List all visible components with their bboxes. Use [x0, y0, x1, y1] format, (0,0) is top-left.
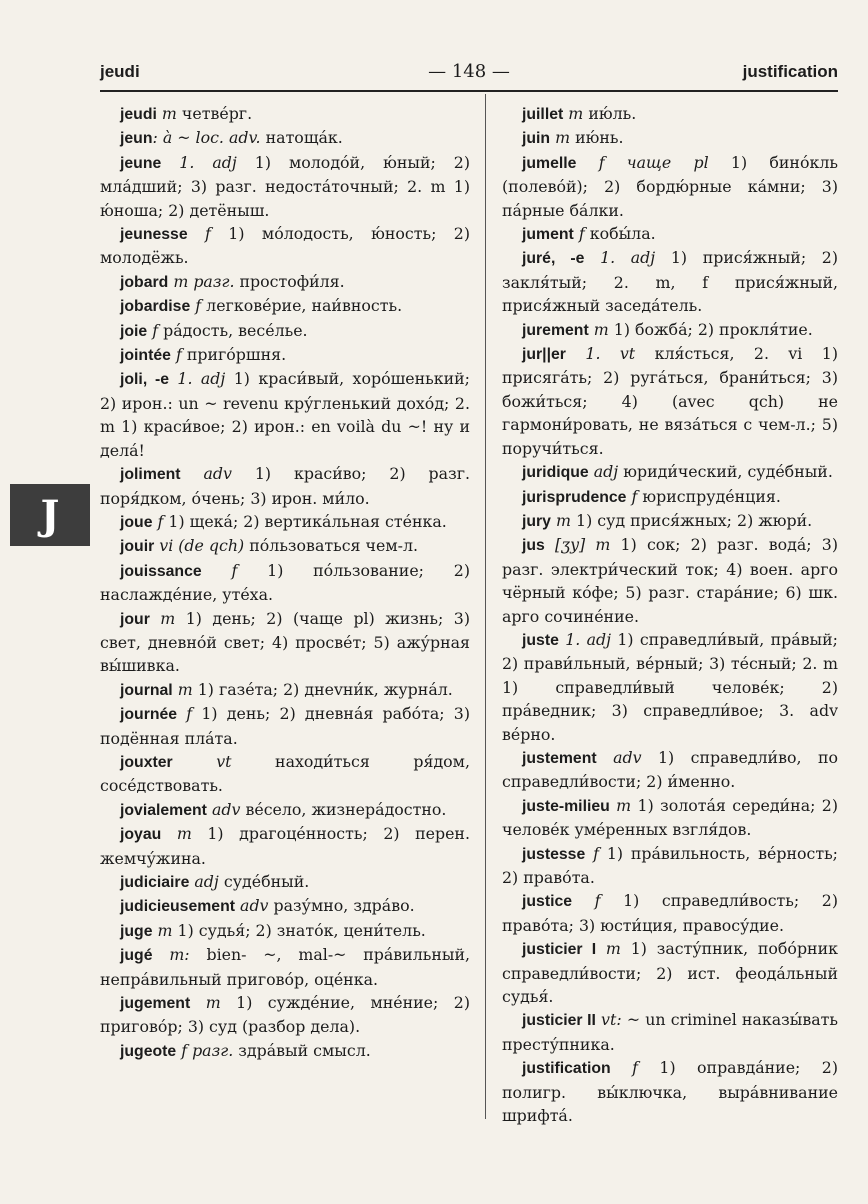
left-guide-word: jeudi [100, 62, 140, 81]
definition: 1) краси́вый, хоро́шенький; 2) ирон.: un ~ revenu кру́гленький дохо́д; 2. m 1) краси́вое; 2) ирон.: en voilà du ~! ну и дела́! [100, 369, 470, 460]
headword: justement [522, 749, 597, 767]
grammar-label: vt [216, 751, 232, 771]
definition: суде́бный. [223, 872, 310, 891]
definition: юриспруде́нция. [642, 486, 781, 506]
dictionary-entry [100, 534, 470, 558]
grammar-label: f [593, 843, 599, 863]
definition: 1) драгоце́нность; 2) перен. жемчу́жина. [100, 824, 470, 868]
headword: jouissance [120, 562, 202, 580]
grammar-label: 1. adj [179, 152, 237, 172]
headword: jurement [522, 321, 589, 339]
definition: ию́нь. [575, 128, 624, 148]
column-divider [485, 94, 486, 1119]
definition: 1) золота́я середи́на; 2) челове́к уме́ренных взгля́дов. [502, 795, 839, 840]
headword: judiciaire [120, 874, 190, 891]
grammar-label: f [152, 320, 159, 340]
dictionary-entry [502, 509, 838, 533]
dictionary-entry [100, 462, 470, 510]
grammar-label: f [632, 1058, 638, 1078]
dictionary-entry [100, 126, 470, 150]
headword: jovialement [120, 801, 207, 819]
dictionary-entry [100, 270, 470, 294]
dictionary-entry [502, 533, 838, 628]
dictionary-entry [100, 367, 470, 462]
definition: здра́вый смысл. [238, 1040, 371, 1060]
definition: 1) справедли́во, по справедли́вости; 2) и́менно. [502, 747, 838, 792]
dictionary-entry [100, 222, 470, 270]
page-number: — 148 — [428, 61, 510, 82]
definition: 1) божба́; 2) прокля́тие. [613, 319, 813, 339]
dictionary-entry [100, 870, 470, 894]
grammar-label: [ʒy] m [555, 535, 611, 555]
dictionary-entry [502, 151, 838, 222]
running-header [100, 60, 838, 92]
grammar-label: 1. adj [177, 369, 226, 389]
grammar-label: f [578, 224, 585, 244]
headword: jument [522, 226, 574, 244]
headword: jur||er [522, 346, 566, 364]
grammar-label: m [176, 824, 192, 844]
headword: jobard [120, 273, 169, 291]
definition: по́льзоваться чем-л. [249, 536, 419, 556]
definition: ве́село, жизнера́достно. [245, 799, 447, 819]
grammar-label: adj [194, 872, 219, 891]
grammar-label: m [568, 104, 584, 123]
headword: joue [120, 513, 153, 531]
grammar-label: adv [211, 799, 241, 819]
dictionary-entry [502, 318, 838, 342]
dictionary-entry [502, 1008, 838, 1056]
headword: jointée [120, 347, 171, 365]
grammar-label: m: [169, 945, 190, 965]
dictionary-entry [100, 102, 470, 126]
dictionary-entry [502, 842, 838, 890]
definition: 1) газе́та; 2) днevни́к, журна́л. [197, 679, 453, 699]
dictionary-entry [100, 919, 470, 943]
grammar-label: vi (de qch) [159, 536, 245, 556]
definition: 1) сок; 2) разг. вода́; 3) разг. электри́ческий ток; 4) воен. арго чёрный ко́фе; 5) разг. стара́ние; 6) шк. арго сочине́ние. [502, 535, 838, 626]
dictionary-entry [502, 1056, 838, 1127]
dictionary-entry [502, 746, 838, 794]
definition: 1) справедли́вость; 2) право́та; 3) юсти́ция, правосу́дие. [502, 891, 838, 935]
headword: jeune [120, 154, 162, 172]
definition: юриди́ческий, суде́бный. [623, 462, 833, 482]
dictionary-entry [100, 750, 470, 798]
grammar-label: 1. adj [565, 629, 611, 649]
definition: 1) бино́кль (полево́й); 2) бордю́рные ка́мни; 3) па́рные ба́лки. [502, 152, 838, 220]
definition: кобы́ла. [589, 224, 656, 244]
headword: juste [522, 631, 559, 649]
dictionary-entry [100, 991, 470, 1039]
dictionary-entry [100, 607, 470, 678]
grammar-label: f [157, 511, 164, 531]
headword: journée [120, 706, 178, 724]
definition: натоща́к. [265, 128, 343, 148]
headword: jouir [120, 538, 155, 556]
headword: jugement [120, 995, 191, 1013]
definition: 1) краси́во; 2) разг. поря́дком, о́чень; 3) ирон. ми́ло. [100, 464, 470, 508]
letter-thumb-index: J [10, 484, 90, 546]
definition: кля́сться, 2. vi 1) присяга́ть; 2) руга́ться, брани́ться; 3) божи́ться; 4) (avec qch) не гармони́ровать, не вяза́ться с чем-л.; 5) поручи́ться. [502, 344, 838, 458]
definition: ~ un criminel наказы́вать престу́пника. [502, 1010, 838, 1054]
dictionary-entry [502, 342, 838, 460]
definition: разу́мно, здра́во. [273, 896, 415, 916]
dictionary-entry [100, 798, 470, 822]
definition: 1) засту́пник, побо́рник справедли́вости; 2) ист. феода́льный судья́. [502, 939, 838, 1007]
headword: justesse [522, 845, 586, 863]
grammar-label: vt: [601, 1010, 622, 1030]
dictionary-entry [100, 294, 470, 318]
definition: 1) день; 2) дневна́я рабо́та; 3) подённая пла́та. [100, 704, 470, 748]
dictionary-entry [502, 460, 838, 484]
headword: jus [522, 537, 545, 555]
headword: jeun [120, 130, 153, 148]
grammar-label: m [555, 128, 571, 148]
headword: joliment [120, 466, 181, 484]
dictionary-entry [100, 151, 470, 222]
dictionary-entry [100, 822, 470, 870]
dictionary-entry [502, 222, 838, 246]
right-column [502, 102, 838, 1127]
definition: 1) суд прися́жных; 2) жюри́. [576, 510, 813, 530]
headword: jour [120, 610, 150, 628]
left-column [100, 102, 470, 1063]
headword: jumelle [522, 154, 577, 172]
right-guide-word: justification [742, 62, 838, 81]
dictionary-entry [100, 510, 470, 534]
grammar-label: adv [203, 464, 232, 484]
dictionary-entry [502, 126, 838, 150]
grammar-label: m разг. [173, 271, 235, 291]
headword: juge [120, 922, 153, 940]
definition: 1) молодо́й, ю́ный; 2) мла́дший; 3) разг. недоста́точный; 2. m 1) ю́ноша; 2) детёныш. [100, 152, 470, 220]
grammar-label: m [177, 679, 193, 699]
dictionary-entry [100, 343, 470, 367]
headword: jurisprudence [522, 488, 627, 506]
headword: jobardise [120, 298, 191, 316]
grammar-label: m [605, 939, 621, 959]
headword: judicieusement [120, 898, 235, 916]
definition: 1) справедли́вый, пра́вый; 2) прави́льный, ве́рный; 3) те́сный; 2. m 1) справедли́вый челове́к; 2) пра́ведник; 3) справедли́вое; 3. adv ве́рно. [502, 629, 838, 744]
headword: juillet [522, 106, 564, 123]
headword: jeudi [120, 106, 157, 123]
headword: juin [522, 130, 551, 148]
definition: ию́ль. [588, 104, 637, 123]
grammar-label: f [205, 224, 211, 244]
grammar-label: f [195, 296, 202, 316]
headword: justicier II [522, 1012, 596, 1030]
definition: 1) пра́вильность, ве́рность; 2) право́та. [502, 843, 838, 887]
headword: joyau [120, 826, 162, 844]
definition: четве́рг. [181, 104, 253, 123]
dictionary-entry [100, 319, 470, 343]
dictionary-entry [100, 678, 470, 702]
headword: jury [522, 512, 551, 530]
grammar-label: f разг. [181, 1040, 234, 1060]
headword: juré, -e [522, 250, 585, 268]
grammar-label: f [594, 891, 601, 911]
grammar-label: f [175, 345, 182, 365]
headword: jeunesse [120, 226, 188, 244]
headword: joie [120, 322, 148, 340]
definition: 1) оправда́ние; 2) полигр. вы́ключка, выра́внивание шрифта́. [502, 1058, 839, 1126]
headword: justice [522, 893, 573, 911]
grammar-label: f [186, 704, 193, 724]
dictionary-entry [502, 102, 838, 126]
grammar-label: m [616, 795, 632, 815]
definition: 1) день; 2) (чаще pl) жизнь; 3) свет, дневно́й свет; 4) просве́т; 5) ажу́рная вы́шивка. [100, 608, 470, 676]
dictionary-entry [100, 894, 470, 918]
grammar-label: : à ~ loc. adv. [152, 128, 261, 148]
grammar-label: 1. adj [600, 248, 656, 268]
dictionary-entry [100, 943, 470, 991]
dictionary-entry [502, 794, 838, 842]
grammar-label: m [161, 104, 177, 123]
headword: jugé [120, 947, 153, 965]
grammar-label: m [556, 510, 571, 530]
grammar-label: m [157, 920, 173, 940]
definition: bien- ~, mal-~ пра́вильный, непра́вильный пригово́р, оце́нка. [100, 945, 470, 989]
grammar-label: adv [240, 896, 269, 916]
grammar-label: m [205, 993, 221, 1013]
grammar-label: m [593, 319, 609, 339]
definition: приго́ршня. [186, 345, 287, 365]
dictionary-entry [502, 889, 838, 937]
grammar-label: adv [613, 747, 642, 767]
dictionary-entry [100, 559, 470, 607]
headword: justification [522, 1060, 611, 1078]
headword: jugeote [120, 1042, 177, 1060]
grammar-label: m [160, 608, 176, 628]
definition: ра́дость, весе́лье. [163, 320, 308, 340]
dictionary-entry [502, 937, 838, 1008]
dictionary-entry [502, 485, 838, 509]
grammar-label: f чаще pl [598, 152, 709, 172]
definition: 1) судья́; 2) знато́к, цени́тель. [177, 920, 426, 940]
definition: легкове́рие, наи́вность. [206, 296, 403, 316]
headword: journal [120, 681, 173, 699]
grammar-label: f [631, 486, 638, 506]
definition: находи́ться ря́дом, сосе́дствовать. [100, 751, 470, 796]
grammar-label: f [231, 560, 238, 580]
headword: juridique [522, 464, 589, 482]
headword: justicier I [522, 941, 597, 959]
dictionary-entry [502, 246, 838, 317]
headword: juste-milieu [522, 797, 610, 815]
dictionary-entry [100, 1039, 470, 1063]
definition: 1) сужде́ние, мне́ние; 2) пригово́р; 3) суд (разбор дела). [100, 993, 471, 1037]
dictionary-entry [502, 628, 838, 746]
definition: 1) щека́; 2) вертика́льная сте́нка. [168, 511, 447, 531]
headword: joli, -e [120, 371, 170, 389]
definition: 1) мо́лодость, ю́ность; 2) молодёжь. [100, 224, 470, 268]
definition: простофи́ля. [239, 271, 345, 291]
headword: jouxter [120, 753, 173, 771]
grammar-label: adj [593, 462, 619, 482]
definition: 1) прися́жный; 2) закля́тый; 2. m, f прися́жный, прися́жный заседа́тель. [502, 248, 839, 316]
dictionary-entry [100, 702, 470, 750]
definition: 1) по́льзование; 2) наслажде́ние, уте́ха. [100, 560, 471, 605]
grammar-label: 1. vt [585, 344, 636, 364]
